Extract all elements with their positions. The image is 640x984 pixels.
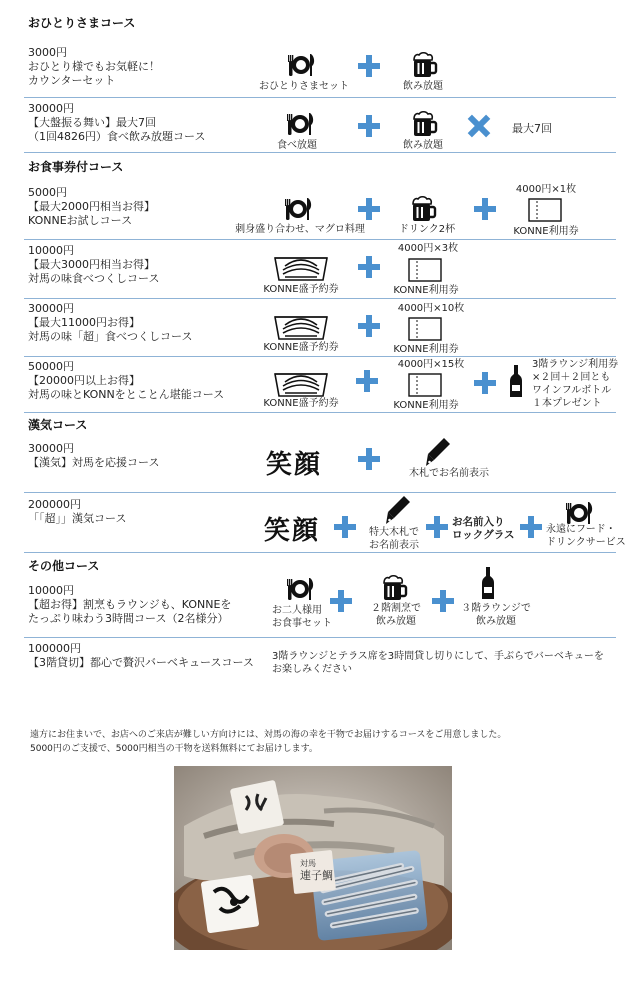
- plus-icon: [334, 516, 356, 538]
- course-2-caption-b: 飲み放題: [403, 140, 443, 151]
- beer-mug-icon: [407, 194, 437, 224]
- plus-icon: [358, 256, 380, 278]
- course-6-ticket-caption: KONNE利用券: [393, 400, 459, 411]
- ticket-icon: [408, 258, 442, 282]
- course-5-description: 30000円 【最大11000円お得】 対馬の味「超」食べつくしコース: [28, 302, 193, 343]
- course-9-description: 10000円 【超お得】割烹もラウンジも、KONNEを たっぷり味わう3時間コース（2名様分）: [28, 584, 232, 625]
- divider: [24, 412, 616, 413]
- plus-icon: [358, 55, 380, 77]
- plus-icon: [358, 315, 380, 337]
- plus-icon: [474, 372, 496, 394]
- calligraphy-pen-icon: [422, 436, 452, 470]
- section-heading-ohitori: おひとりさまコース: [28, 16, 136, 30]
- calligraphy-pen-icon: [382, 494, 412, 528]
- course-10-note: 3階ラウンジとテラス席を3時間貸し切りにして、手ぶらでバーベキューを お楽しみください: [272, 651, 604, 675]
- divider: [24, 637, 616, 638]
- course-5-ticket-count: 4000円×10枚: [397, 303, 465, 314]
- course-3-description: 5000円 【最大2000円相当お得】 KONNEお試しコース: [28, 186, 155, 227]
- course-1-caption-b: 飲み放題: [403, 81, 443, 92]
- divider: [24, 239, 616, 240]
- divider: [24, 492, 616, 493]
- course-3-ticket-caption: KONNE利用券: [513, 226, 579, 237]
- plate-cutlery-icon: [283, 194, 313, 224]
- course-1-description: 3000円 おひとり様でもお気軽に！ カウンターセット: [28, 46, 160, 87]
- course-2-description: 30000円 【大盤振る舞い】最大7回 （1回4826円）食べ飲み放題コース: [28, 102, 206, 143]
- course-6-ticket-count: 4000円×15枚: [397, 359, 465, 370]
- sashimi-tray-icon: [273, 307, 329, 341]
- course-3-ticket-count: 4000円×1枚: [515, 184, 577, 195]
- divider: [24, 152, 616, 153]
- course-7-caption: 木札でお名前表示: [409, 468, 489, 479]
- course-9-caption-b: ２階割烹で 飲み放題: [371, 603, 421, 627]
- divider: [24, 97, 616, 98]
- course-8-forever-service: 永遠にフード・ ドリンクサービス: [546, 524, 626, 548]
- divider: [24, 298, 616, 299]
- course-6-lounge-bonus: 3階ラウンジ利用券 ×２回＋２回とも ワインフルボトル １本プレゼント: [532, 359, 619, 409]
- course-3-caption-a: 刺身盛り合わせ、マグロ料理: [235, 224, 365, 235]
- course-4-caption-a: KONNE盛予約券: [263, 284, 339, 295]
- times-icon: [468, 115, 490, 137]
- plus-icon: [358, 198, 380, 220]
- course-2-caption-a: 食べ放題: [277, 140, 317, 151]
- plate-cutlery-icon: [285, 574, 315, 604]
- plus-icon: [432, 590, 454, 612]
- course-9-caption-c: ３階ラウンジで 飲み放題: [461, 603, 531, 627]
- sashimi-tray-icon: [273, 364, 329, 398]
- plate-cutlery-icon: [286, 50, 316, 80]
- course-4-ticket-caption: KONNE利用券: [393, 285, 459, 296]
- section-heading-meal-ticket: お食事券付コース: [28, 160, 124, 174]
- liquor-bottle-icon: [480, 566, 496, 600]
- course-7-description: 30000円 【漢気】対馬を応援コース: [28, 442, 160, 469]
- plus-icon: [474, 198, 496, 220]
- course-10-description: 100000円 【3階貸切】都心で贅沢バーベキュースコース: [28, 642, 254, 669]
- course-5-ticket-caption: KONNE利用券: [393, 344, 459, 355]
- egao-label: 笑顔: [264, 516, 321, 546]
- ticket-icon: [408, 317, 442, 341]
- beer-mug-icon: [408, 50, 438, 80]
- plus-icon: [520, 516, 542, 538]
- course-3-caption-b: ドリンク2杯: [398, 224, 456, 235]
- course-4-ticket-count: 4000円×3枚: [397, 243, 459, 254]
- ticket-icon: [528, 198, 562, 222]
- plus-icon: [358, 448, 380, 470]
- course-2-max-times: 最大7回: [512, 122, 552, 135]
- beer-mug-icon: [378, 573, 408, 603]
- divider: [24, 552, 616, 553]
- dried-fish-photo: [174, 766, 452, 950]
- course-9-caption-a: お二人様用 お食事セット: [272, 605, 332, 629]
- ticket-icon: [408, 373, 442, 397]
- plus-icon: [330, 590, 352, 612]
- beer-mug-icon: [408, 109, 438, 139]
- course-4-description: 10000円 【最大3000円相当お得】 対馬の味食べつくしコース: [28, 244, 160, 285]
- sashimi-tray-icon: [273, 248, 329, 282]
- divider: [24, 356, 616, 357]
- course-1-caption-a: おひとりさまセット: [259, 81, 349, 92]
- course-8-description: 200000円 「「超」」漢気コース: [28, 498, 127, 525]
- plus-icon: [356, 370, 378, 392]
- course-6-caption-a: KONNE盛予約券: [263, 398, 339, 409]
- section-heading-other: その他コース: [28, 559, 100, 573]
- wine-bottle-icon: [508, 364, 524, 398]
- course-6-description: 50000円 【20000円以上お得】 対馬の味とKONNをとことん堪能コース: [28, 360, 225, 401]
- course-5-caption-a: KONNE盛予約券: [263, 342, 339, 353]
- section-heading-otokogi: 漢気コース: [28, 418, 88, 432]
- photo-pack-label: 対馬連子鯛: [300, 859, 333, 882]
- egao-label: 笑顔: [266, 450, 323, 480]
- plus-icon: [426, 516, 448, 538]
- delivery-footnote: 遠方にお住まいで、お店へのご来店が難しい方向けには、対馬の海の幸を干物でお届けするコースをご用意しました。 5000円のご支援で、5000円相当の干物を送料無料にてお届けします。: [30, 730, 507, 754]
- course-8-pen-caption: 特大木札で お名前表示: [369, 527, 419, 551]
- course-8-rock-glass: お名前入り ロックグラス: [452, 516, 515, 541]
- plus-icon: [358, 115, 380, 137]
- plate-cutlery-icon: [285, 109, 315, 139]
